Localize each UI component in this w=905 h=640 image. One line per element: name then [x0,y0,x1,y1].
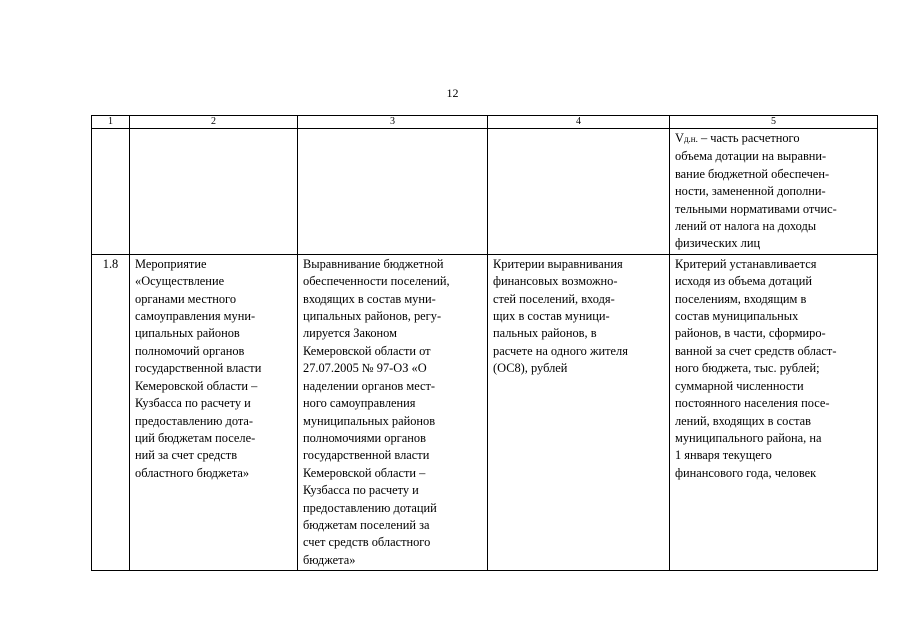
text-line: лируется Законом [303,326,397,341]
text-line: бюджета» [303,552,356,567]
cell-empty-3 [298,129,488,255]
text-line: постоянного населения посе- [675,396,830,411]
text-line: суммарной численности [675,378,804,393]
text-line: финансового года, человек [675,465,817,480]
text-line: «Осуществление [135,274,225,289]
text-line: ципальных районов [135,326,240,341]
text-line: объема дотации на выравни- [675,149,827,164]
text-line: обеспеченности поселений, [303,274,450,289]
text-line: стей поселений, входя- [493,291,615,306]
text-line: Выравнивание бюджетной [303,256,444,271]
variable-subscript: д.н. [683,134,698,144]
text-line: Кемеровской области – [135,378,258,393]
cell-criteria [488,254,670,570]
header-cell-2: 2 [130,116,298,129]
text-line: Кемеровской области от [303,343,431,358]
text-line: 27.07.2005 № 97-ОЗ «О [303,361,427,376]
cell-criteria-description [670,254,878,570]
text-line: муниципальных районов [303,413,436,428]
text-line: щих в состав муници- [493,309,610,324]
table-row-1-8 [92,254,878,570]
text-line: ности, замененной дополни- [675,184,826,199]
cell-legal-basis [298,254,488,570]
text-line: пальных районов, в [493,326,597,341]
text-line: муниципального района, на [675,430,822,445]
text-line: предоставлению дота- [135,413,254,428]
text-line: полномочиями органов [303,430,426,445]
text-line: органами местного [135,291,237,306]
text-line: исходя из объема дотаций [675,274,812,289]
text-line: финансовых возможно- [493,274,618,289]
page-number: 12 [446,86,459,100]
text-line: Vд.н. – часть расчетного [675,131,800,145]
text-line: самоуправления муни- [135,309,256,324]
text-line: (ОС8), рублей [493,361,568,376]
text-line: физических лиц [675,236,761,251]
text-line: лений, входящих в состав [675,413,812,428]
text-line: Мероприятие [135,256,207,271]
header-cell-3: 3 [298,116,488,129]
header-cell-4: 4 [488,116,670,129]
text-line: расчете на одного жителя [493,343,628,358]
text-line: тельными нормативами отчис- [675,201,837,216]
header-cell-1: 1 [92,116,130,129]
header-cell-5: 5 [670,116,878,129]
text-line: предоставлению дотаций [303,500,437,515]
text-line: Кузбасса по расчету и [303,483,419,498]
text-line: счет средств областного [303,535,431,550]
text-line: ного самоуправления [303,396,416,411]
text-line: лений от налога на доходы [675,219,817,234]
cell-continuation-description [670,129,878,255]
cell-empty-4 [488,129,670,255]
text-line: Критерии выравнивания [493,256,623,271]
text-line: районов, в части, сформиро- [675,326,826,341]
cell-measure-name [130,254,298,570]
text-line: областного бюджета» [135,465,250,480]
text-line: полномочий органов [135,343,245,358]
text-line: наделении органов мест- [303,378,436,393]
text-line: вание бюджетной обеспечен- [675,166,830,181]
text-line: ний за счет средств [135,448,238,463]
cell-empty-1 [92,129,130,255]
text-line: 1 января текущего [675,448,772,463]
table-header-row [92,116,878,129]
text-line: Кузбасса по расчету и [135,396,251,411]
text-line: состав муниципальных [675,309,799,324]
row-number: 1.8 [92,254,130,570]
text-line: ций бюджетам поселе- [135,430,256,445]
text-line: входящих в состав муни- [303,291,436,306]
text-line: бюджетам поселений за [303,517,430,532]
variable-symbol: V [675,131,684,145]
text-line: Критерий устанавливается [675,256,817,271]
text-line: Кемеровской области – [303,465,426,480]
text-line: ципальных районов, регу- [303,309,442,324]
text-line: ного бюджета, тыс. рублей; [675,361,820,376]
text-line: государственной власти [135,361,262,376]
criteria-table [91,115,878,571]
text-line: ванной за счет средств област- [675,343,837,358]
cell-empty-2 [130,129,298,255]
table-row-continuation [92,129,878,255]
text-line: государственной власти [303,448,430,463]
text-line: поселениям, входящим в [675,291,807,306]
